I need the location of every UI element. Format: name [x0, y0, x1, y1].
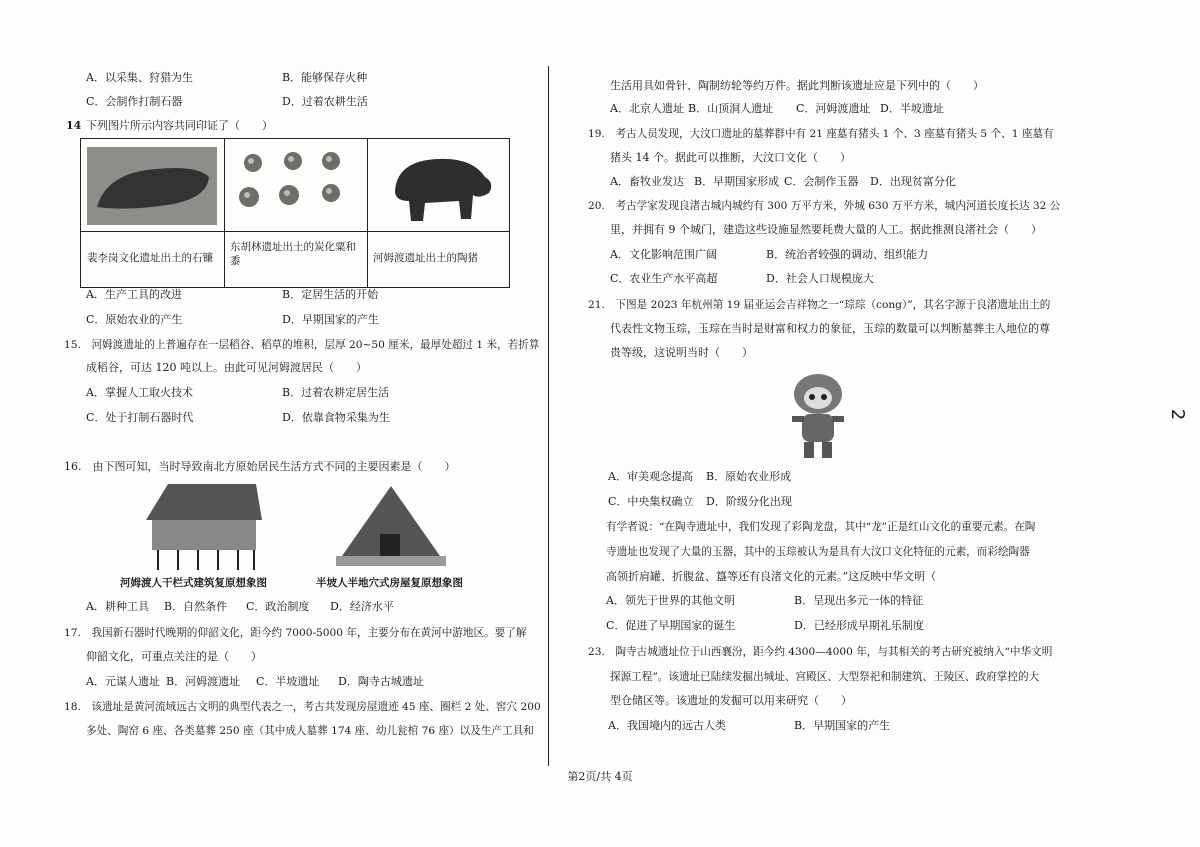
q16-stem: 16. 由下图可知，当时导致南北方原始居民生活方式不同的主要因素是（ ） [64, 460, 456, 473]
q18-stem-line2: 多处、陶窑 6 座、各类墓葬 250 座（其中成人墓葬 174 座、幼儿瓮棺 76 座）以及生产工具和 [86, 725, 534, 737]
q14-stem: 下列图片所示内容共同印证了（ ） [86, 119, 273, 132]
q20-stem-line1: 20. 考古学家发现良渚古城内城约有 300 万平方米，外城 630 万平方米，城内河道长度长达 32 公 [588, 200, 1061, 212]
semi-subterranean-house-image [336, 484, 446, 572]
q15-option-d: D．依靠食物采集为生 [282, 411, 390, 424]
q18-stem-line1: 18. 该遗址是黄河流域远古文明的典型代表之一，考古共发现房屋遗迹 45 座、圈栏 2 处、窖穴 200 [64, 701, 541, 713]
q13-option-c: C．会制作打制石器 [86, 95, 183, 108]
q16-option-b: B．自然条件 [164, 600, 228, 613]
q22-option-d: D．已经形成早期礼乐制度 [794, 619, 924, 632]
q14-image-table [80, 138, 510, 288]
q22-option-a: A．领先于世界的其他文明 [606, 594, 735, 607]
stilt-house-image [138, 480, 266, 572]
q20-option-b: B．统治者较强的调动、组织能力 [766, 248, 929, 261]
q18-option-d: D．半坡遗址 [880, 102, 944, 115]
q16-caption-left: 河姆渡人干栏式建筑复原想象图 [120, 577, 267, 589]
q20-option-c: C．农业生产水平高超 [610, 272, 718, 285]
q14-number: 14 [66, 119, 82, 132]
q20-stem-line2: 里，并拥有 9 个城门，建造这些设施显然要耗费大量的人工。据此推测良渚社会（ ） [610, 223, 1042, 236]
q21-option-b: B．原始农业形成 [706, 470, 792, 483]
q13-option-a: A．以采集、狩猎为生 [86, 71, 193, 84]
q22-stem-line3: 高领折肩罐、折腹盆、簋等还有良渚文化的元素。”这反映中华文明（ [606, 570, 937, 583]
pottery-pig-image [377, 149, 502, 225]
q19-stem-line2: 猪头 14 个。据此可以推断，大汶口文化（ ） [610, 151, 851, 164]
q13-option-b: B．能够保存火种 [282, 71, 368, 84]
q18-option-a: A．北京人遗址 [610, 102, 684, 115]
page-number-footer: 第2页/共 4页 [567, 770, 633, 783]
q15-stem-line2: 成稻谷，可达 120 吨以上。由此可见河姆渡居民（ ） [86, 361, 367, 374]
q16-option-c: C．政治制度 [246, 600, 310, 613]
q23-stem-line2: 探源工程”。该遗址已陆续发掘出城址、宫殿区、大型祭祀和制建筑、王陵区、政府掌控的大 [610, 671, 1040, 683]
q16-option-d: D．经济水平 [330, 600, 394, 613]
q17-stem-line1: 17. 我国新石器时代晚期的仰韶文化，距今约 7000-5000 年，主要分布在黄河中游地区。要了解 [64, 627, 527, 639]
q16-option-a: A．耕种工具 [86, 600, 149, 613]
q17-option-c: C．半坡遗址 [256, 675, 320, 688]
mascot-congcong-image [782, 370, 854, 462]
side-page-number: 2 [1167, 408, 1189, 421]
q21-option-c: C．中央集权确立 [608, 495, 694, 508]
column-divider [548, 66, 549, 766]
q20-option-d: D．社会人口规模庞大 [766, 272, 874, 285]
q17-option-a: A．元谋人遗址 [86, 675, 160, 688]
q17-option-b: B．河姆渡遗址 [166, 675, 241, 688]
carbonized-grain-image [231, 149, 359, 225]
q21-option-d: D．阶级分化出现 [706, 495, 792, 508]
q19-stem-line1: 19. 考古人员发现，大汶口遗址的墓葬群中有 21 座墓有猪头 1 个、3 座墓有猪头 5 个、1 座墓有 [588, 128, 1054, 140]
stone-sickle-image [87, 147, 217, 225]
q17-stem-line2: 仰韶文化，可重点关注的是（ ） [86, 650, 262, 663]
q23-option-b: B．早期国家的产生 [794, 719, 891, 732]
q14-option-b: B．定居生活的开始 [282, 288, 379, 301]
q21-stem-line3: 贵等级，这说明当时（ ） [610, 346, 753, 359]
q14-option-a: A．生产工具的改进 [86, 288, 182, 301]
q14-option-c: C．原始农业的产生 [86, 313, 183, 326]
q15-option-a: A．掌握人工取火技术 [86, 386, 193, 399]
q21-option-a: A．审美观念提高 [608, 470, 693, 483]
q22-option-b: B．呈现出多元一体的特征 [794, 594, 924, 607]
q15-stem-line1: 15. 河姆渡遗址的上普遍存在一层稻谷、稻草的堆积，层厚 20~50 厘米，最厚处超过 1 米，若折算 [64, 339, 540, 351]
q19-option-b: B．早期国家形成 [694, 175, 780, 188]
q20-option-a: A．文化影响范围广阔 [610, 248, 717, 261]
q22-stem-line2: 寺遗址也发现了大量的玉器，其中的玉琮被认为是具有大汶口文化特征的元素，而彩绘陶器 [606, 546, 1030, 558]
q14-caption-3: 河姆渡遗址出土的陶猪 [373, 252, 478, 264]
q18-option-c: C．河姆渡遗址 [796, 102, 871, 115]
q23-option-a: A．我国境内的远古人类 [608, 719, 726, 732]
q17-option-d: D．陶寺古城遗址 [338, 675, 424, 688]
q19-option-a: A．畜牧业发达 [610, 175, 684, 188]
q22-stem-line1: 有学者说：“在陶寺遗址中，我们发现了彩陶龙盘，其中“龙”正是红山文化的重要元素。在陶 [606, 521, 1036, 533]
q14-option-d: D．早期国家的产生 [282, 313, 379, 326]
q22-option-c: C．促进了早期国家的诞生 [606, 619, 736, 632]
q23-stem-line3: 型仓储区等。该遗址的发掘可以用来研究（ ） [610, 694, 852, 707]
q23-stem-line1: 23. 陶寺古城遗址位于山西襄汾，距今约 4300—4000 年，与其相关的考古研究被纳入“中华文明 [588, 646, 1053, 658]
q16-caption-right: 半坡人半地穴式房屋复原想象图 [316, 577, 463, 589]
q15-option-b: B．过着农耕定居生活 [282, 386, 390, 399]
q19-option-c: C．会制作玉器 [784, 175, 859, 188]
q14-caption-1: 裴李岗文化遗址出土的石镰 [87, 252, 213, 264]
q21-stem-line1: 21. 下图是 2023 年杭州第 19 届亚运会吉祥物之一“琮琮（cong）”，其名字源于良渚遗址出土的 [588, 299, 1051, 311]
q18-stem-continued: 生活用具如骨针、陶制纺轮等约万件。据此判断该遗址应是下列中的（ ） [610, 79, 984, 92]
q18-option-b: B．山顶洞人遗址 [688, 102, 774, 115]
q14-caption-2: 东胡林遗址出土的炭化粟和黍 [230, 241, 356, 267]
q13-option-d: D．过着农耕生活 [282, 95, 368, 108]
q15-option-c: C．处于打制石器时代 [86, 411, 194, 424]
q19-option-d: D．出现贫富分化 [870, 175, 956, 188]
q21-stem-line2: 代表性文物玉琮，玉琮在当时是财富和权力的象征，玉琮的数量可以判断墓葬主人地位的尊 [610, 322, 1050, 335]
